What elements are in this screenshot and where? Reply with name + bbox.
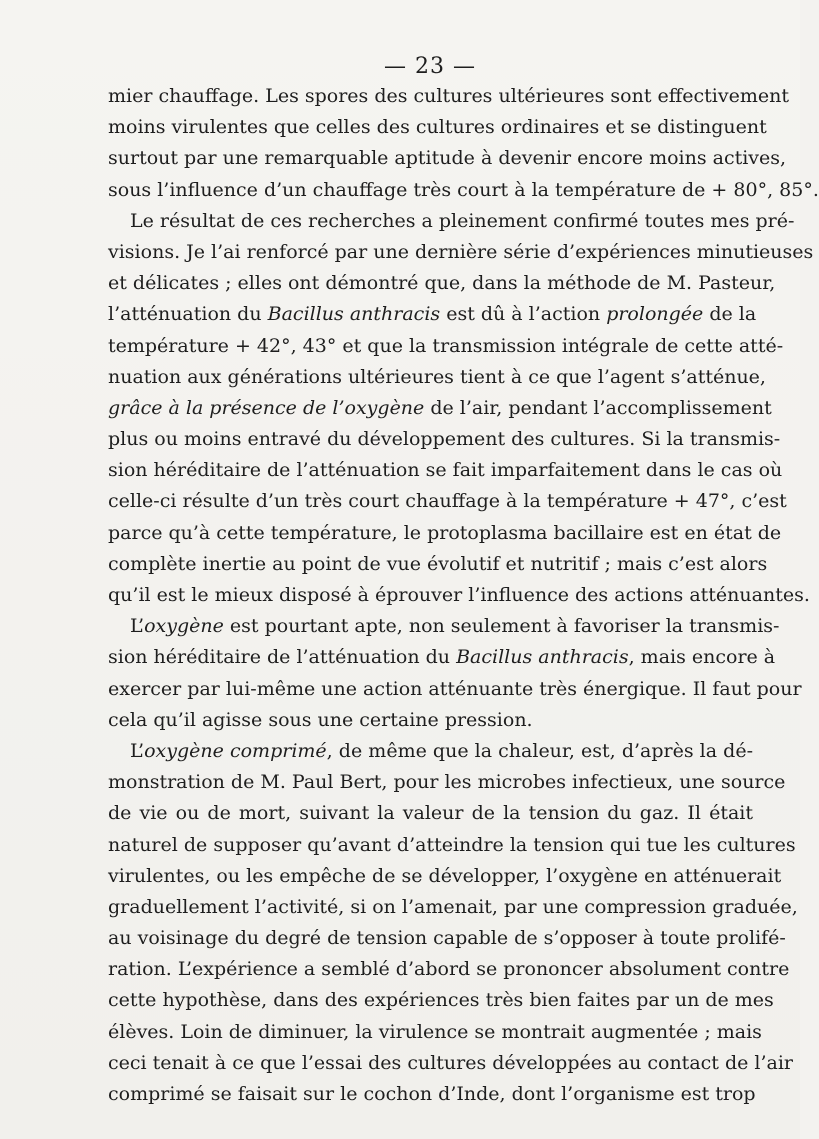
- text-run: température + 42°, 43° et que la transmission intégrale de cette atté-: [108, 334, 784, 357]
- text-run: au voisinage du degré de tension capable de s’opposer à toute prolifé-: [108, 927, 786, 950]
- page-number: — 23 —: [384, 54, 476, 79]
- italic-text: prolongée: [606, 303, 704, 326]
- text-run: naturel de supposer qu’avant d’atteindre la tension qui tue les cultures: [108, 833, 796, 856]
- italic-text: oxygène comprimé: [144, 739, 327, 762]
- text-run: est dû à l’action: [440, 303, 607, 326]
- text-run: de la: [703, 303, 757, 326]
- text-run: de l’air, pendant l’accomplissement: [424, 396, 772, 419]
- text-run: exercer par lui-même une action atténuante très énergique. Il faut pour: [108, 677, 802, 700]
- text-line: [108, 705, 753, 736]
- text-line: [108, 611, 780, 642]
- text-run: comprimé se faisait sur le cochon d’Inde, dont l’organisme est trop: [108, 1083, 756, 1105]
- text-line: [108, 1048, 794, 1079]
- paragraph: [108, 736, 798, 1110]
- text-run: ration. L’expérience a semblé d’abord se prononcer absolument contre: [108, 958, 790, 981]
- italic-text: oxygène: [144, 615, 224, 638]
- text-line: [108, 767, 786, 798]
- text-run: qu’il est le mieux disposé à éprouver l’influence des actions atténuantes.: [108, 584, 810, 606]
- italic-text: grâce à la présence de l’oxygène: [108, 396, 425, 419]
- text-line: [108, 206, 795, 237]
- text-line: [108, 81, 789, 112]
- text-line: [108, 331, 784, 362]
- text-line: [108, 830, 796, 861]
- text-line: [108, 674, 802, 705]
- text-run: , mais encore à: [628, 646, 776, 669]
- text-run: plus ou moins entravé du développement des cultures. Si la transmis-: [108, 428, 781, 451]
- text-run: sous l’influence d’un chauffage très court à la température de + 80°, 85°.: [108, 178, 819, 201]
- text-run: ceci tenait à ce que l’essai des cultures développées au contact de l’air: [108, 1051, 794, 1074]
- italic-text: Bacillus anthracis: [267, 303, 441, 326]
- text-line: [108, 237, 814, 268]
- text-line: [108, 798, 753, 829]
- text-run: élèves. Loin de diminuer, la virulence se montrait augmentée ; mais: [108, 1020, 762, 1043]
- text-run: virulentes, ou les empêche de se développer, l’oxygène en atténuerait: [108, 864, 782, 887]
- body-text: [108, 81, 819, 1110]
- text-run: visions. Je l’ai renforcé par une dernière série d’expériences minutieuses: [108, 240, 814, 263]
- text-line: [108, 143, 787, 174]
- text-run: surtout par une remarquable aptitude à devenir encore moins actives,: [108, 147, 787, 170]
- text-run: Le résultat de ces recherches a pleinement confirmé toutes mes pré-: [130, 209, 795, 232]
- paragraph: [108, 206, 814, 611]
- text-run: , de même que la chaleur, est, d’après la dé-: [326, 739, 754, 762]
- text-run: et délicates ; elles ont démontré que, dans la méthode de M. Pasteur,: [108, 272, 776, 295]
- text-line: [108, 175, 819, 206]
- text-run: mier chauffage. Les spores des cultures ultérieures sont effectivement: [108, 85, 789, 107]
- text-line: [108, 861, 782, 892]
- text-line: [108, 112, 767, 143]
- text-line: [108, 455, 783, 486]
- text-run: L’: [130, 739, 145, 762]
- text-line: [108, 299, 757, 330]
- text-run: sion héréditaire de l’atténuation se fait imparfaitement dans le cas où: [108, 459, 783, 482]
- text-line: [108, 892, 798, 923]
- text-line: [108, 362, 766, 393]
- text-line: [108, 549, 768, 580]
- text-line: [108, 923, 786, 954]
- text-run: nuation aux générations ultérieures tient à ce que l’agent s’atténue,: [108, 365, 766, 388]
- text-run: l’atténuation du: [108, 303, 268, 326]
- text-line: [108, 1017, 762, 1048]
- text-line: [108, 1079, 756, 1110]
- text-run: parce qu’à cette température, le protoplasma bacillaire est en état de: [108, 521, 782, 544]
- text-line: [108, 486, 787, 517]
- text-run: moins virulentes que celles des cultures ordinaires et se distinguent: [108, 116, 767, 139]
- text-run: sion héréditaire de l’atténuation du: [108, 646, 457, 669]
- text-line: [108, 642, 776, 673]
- text-line: [108, 424, 781, 455]
- text-line: [108, 736, 753, 767]
- text-run: de vie ou de mort, suivant la valeur de la tension du gaz. Il était: [108, 802, 753, 825]
- text-line: [108, 580, 810, 611]
- text-run: monstration de M. Paul Bert, pour les microbes infectieux, une source: [108, 771, 786, 794]
- text-run: cette hypothèse, dans des expériences très bien faites par un de mes: [108, 989, 774, 1012]
- text-run: celle-ci résulte d’un très court chauffage à la température + 47°, c’est: [108, 490, 787, 513]
- text-run: cela qu’il agisse sous une certaine pression.: [108, 708, 533, 731]
- text-line: [108, 518, 782, 549]
- paragraph: [108, 81, 819, 206]
- text-run: graduellement l’activité, si on l’amenait, par une compression graduée,: [108, 895, 798, 918]
- text-line: [108, 393, 772, 424]
- text-line: [108, 985, 774, 1016]
- text-line: [108, 954, 790, 985]
- text-line: [108, 268, 776, 299]
- text-run: est pourtant apte, non seulement à favoriser la transmis-: [223, 615, 780, 638]
- paragraph: [108, 611, 802, 736]
- italic-text: Bacillus anthracis: [456, 646, 629, 669]
- text-run: complète inertie au point de vue évolutif et nutritif ; mais c’est alors: [108, 552, 768, 575]
- text-run: L’: [130, 615, 145, 638]
